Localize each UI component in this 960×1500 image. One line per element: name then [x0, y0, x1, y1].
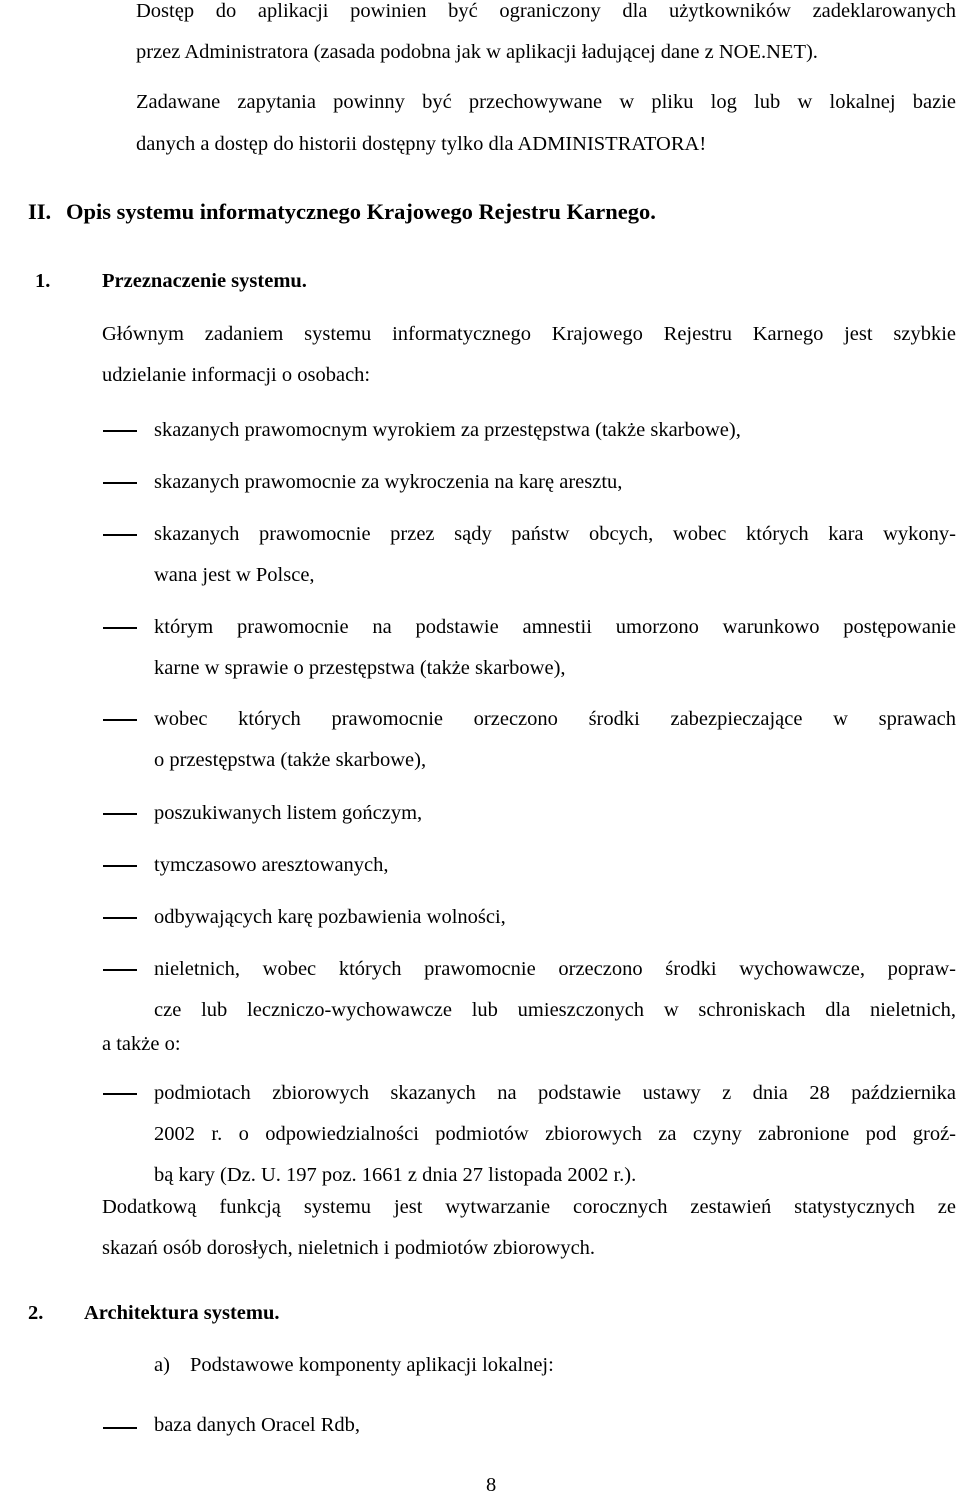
- list-item-line: podmiotach zbiorowych skazanych na podstawie ustawy z dnia 28 października: [154, 1082, 956, 1104]
- extra-line1: Dodatkową funkcją systemu jest wytwarzanie corocznych zestawień statystycznych ze: [102, 1196, 956, 1218]
- bullet-dash: [103, 482, 137, 484]
- intro-p1-line2: przez Administratora (zasada podobna jak w aplikacji ładującej dane z NOE.NET).: [136, 41, 818, 63]
- list-item: [154, 897, 956, 938]
- bullet-dash: [103, 1427, 137, 1429]
- bullet-dash: [103, 917, 137, 919]
- list-item: [154, 410, 956, 451]
- list-item: [154, 607, 956, 689]
- list-item: [154, 1073, 956, 1196]
- bullet-dash: [103, 719, 137, 721]
- subsection-a-title: Podstawowe komponenty aplikacji lokalnej:: [190, 1354, 554, 1376]
- bullet-dash: [103, 813, 137, 815]
- lead-line1: Głównym zadaniem systemu informatycznego Krajowego Rejestru Karnego jest szybkie: [102, 323, 956, 345]
- list-item-line: tymczasowo aresztowanych,: [154, 854, 389, 876]
- list-item-line: skazanych prawomocnie przez sądy państw obcych, wobec których kara wykony-: [154, 523, 956, 545]
- list-item-line: cze lub leczniczo-wychowawcze lub umieszczonych w schroniskach dla nieletnich,: [154, 999, 956, 1021]
- section-title: Opis systemu informatycznego Krajowego Rejestru Karnego.: [66, 199, 656, 224]
- list-item-line: wobec których prawomocnie orzeczono środki zabezpieczające w sprawach: [154, 708, 956, 730]
- list-item-line: 2002 r. o odpowiedzialności podmiotów zbiorowych za czyny zabronione pod groź-: [154, 1123, 956, 1145]
- list-item: [154, 462, 956, 503]
- also-label: a także o:: [102, 1033, 181, 1055]
- bullet-dash: [103, 534, 137, 536]
- list-item: [154, 1405, 956, 1446]
- bullet-dash: [103, 865, 137, 867]
- list-item: [154, 514, 956, 596]
- list-item-line: nieletnich, wobec których prawomocnie orzeczono środki wychowawcze, popraw-: [154, 958, 956, 980]
- intro-p1-line1: Dostęp do aplikacji powinien być ograniczony dla użytkowników zadeklarowanych: [136, 0, 956, 22]
- list-item-line: baza danych Oracel Rdb,: [154, 1414, 361, 1436]
- list-item-line: którym prawomocnie na podstawie amnestii umorzono warunkowo postępowanie: [154, 616, 956, 638]
- list-item-line: bą kary (Dz. U. 197 poz. 1661 z dnia 27 listopada 2002 r.).: [154, 1164, 637, 1186]
- subsection-2-number: 2.: [28, 1302, 44, 1324]
- bullet-dash: [103, 627, 137, 629]
- subsection-1-title: Przeznaczenie systemu.: [102, 270, 307, 292]
- list-item-line: odbywających karę pozbawienia wolności,: [154, 906, 506, 928]
- list-item-line: o przestępstwa (także skarbowe),: [154, 749, 427, 771]
- extra-line2: skazań osób dorosłych, nieletnich i podmiotów zbiorowych.: [102, 1237, 596, 1259]
- subsection-2-title: Architektura systemu.: [84, 1302, 280, 1324]
- bullet-dash: [103, 969, 137, 971]
- lead-line2: udzielanie informacji o osobach:: [102, 364, 371, 386]
- subsection-a-label: a): [154, 1354, 170, 1376]
- bullet-dash: [103, 430, 137, 432]
- list-item: [154, 949, 956, 1031]
- intro-p2-line2: danych a dostęp do historii dostępny tylko dla ADMINISTRATORA!: [136, 133, 707, 155]
- subsection-1-number: 1.: [35, 270, 51, 292]
- bullet-dash: [103, 1093, 137, 1095]
- list-item-line: wana jest w Polsce,: [154, 564, 315, 586]
- list-item: [154, 699, 956, 781]
- section-number: II.: [28, 199, 52, 224]
- list-item: [154, 793, 956, 834]
- list-item-line: skazanych prawomocnym wyrokiem za przestępstwa (także skarbowe),: [154, 419, 741, 441]
- list-item-line: karne w sprawie o przestępstwa (także skarbowe),: [154, 657, 566, 679]
- list-item-line: skazanych prawomocnie za wykroczenia na karę aresztu,: [154, 471, 623, 493]
- list-item: [154, 845, 956, 886]
- page-number: 8: [486, 1474, 497, 1496]
- intro-p2-line1: Zadawane zapytania powinny być przechowywane w pliku log lub w lokalnej bazie: [136, 91, 956, 113]
- list-item-line: poszukiwanych listem gończym,: [154, 802, 423, 824]
